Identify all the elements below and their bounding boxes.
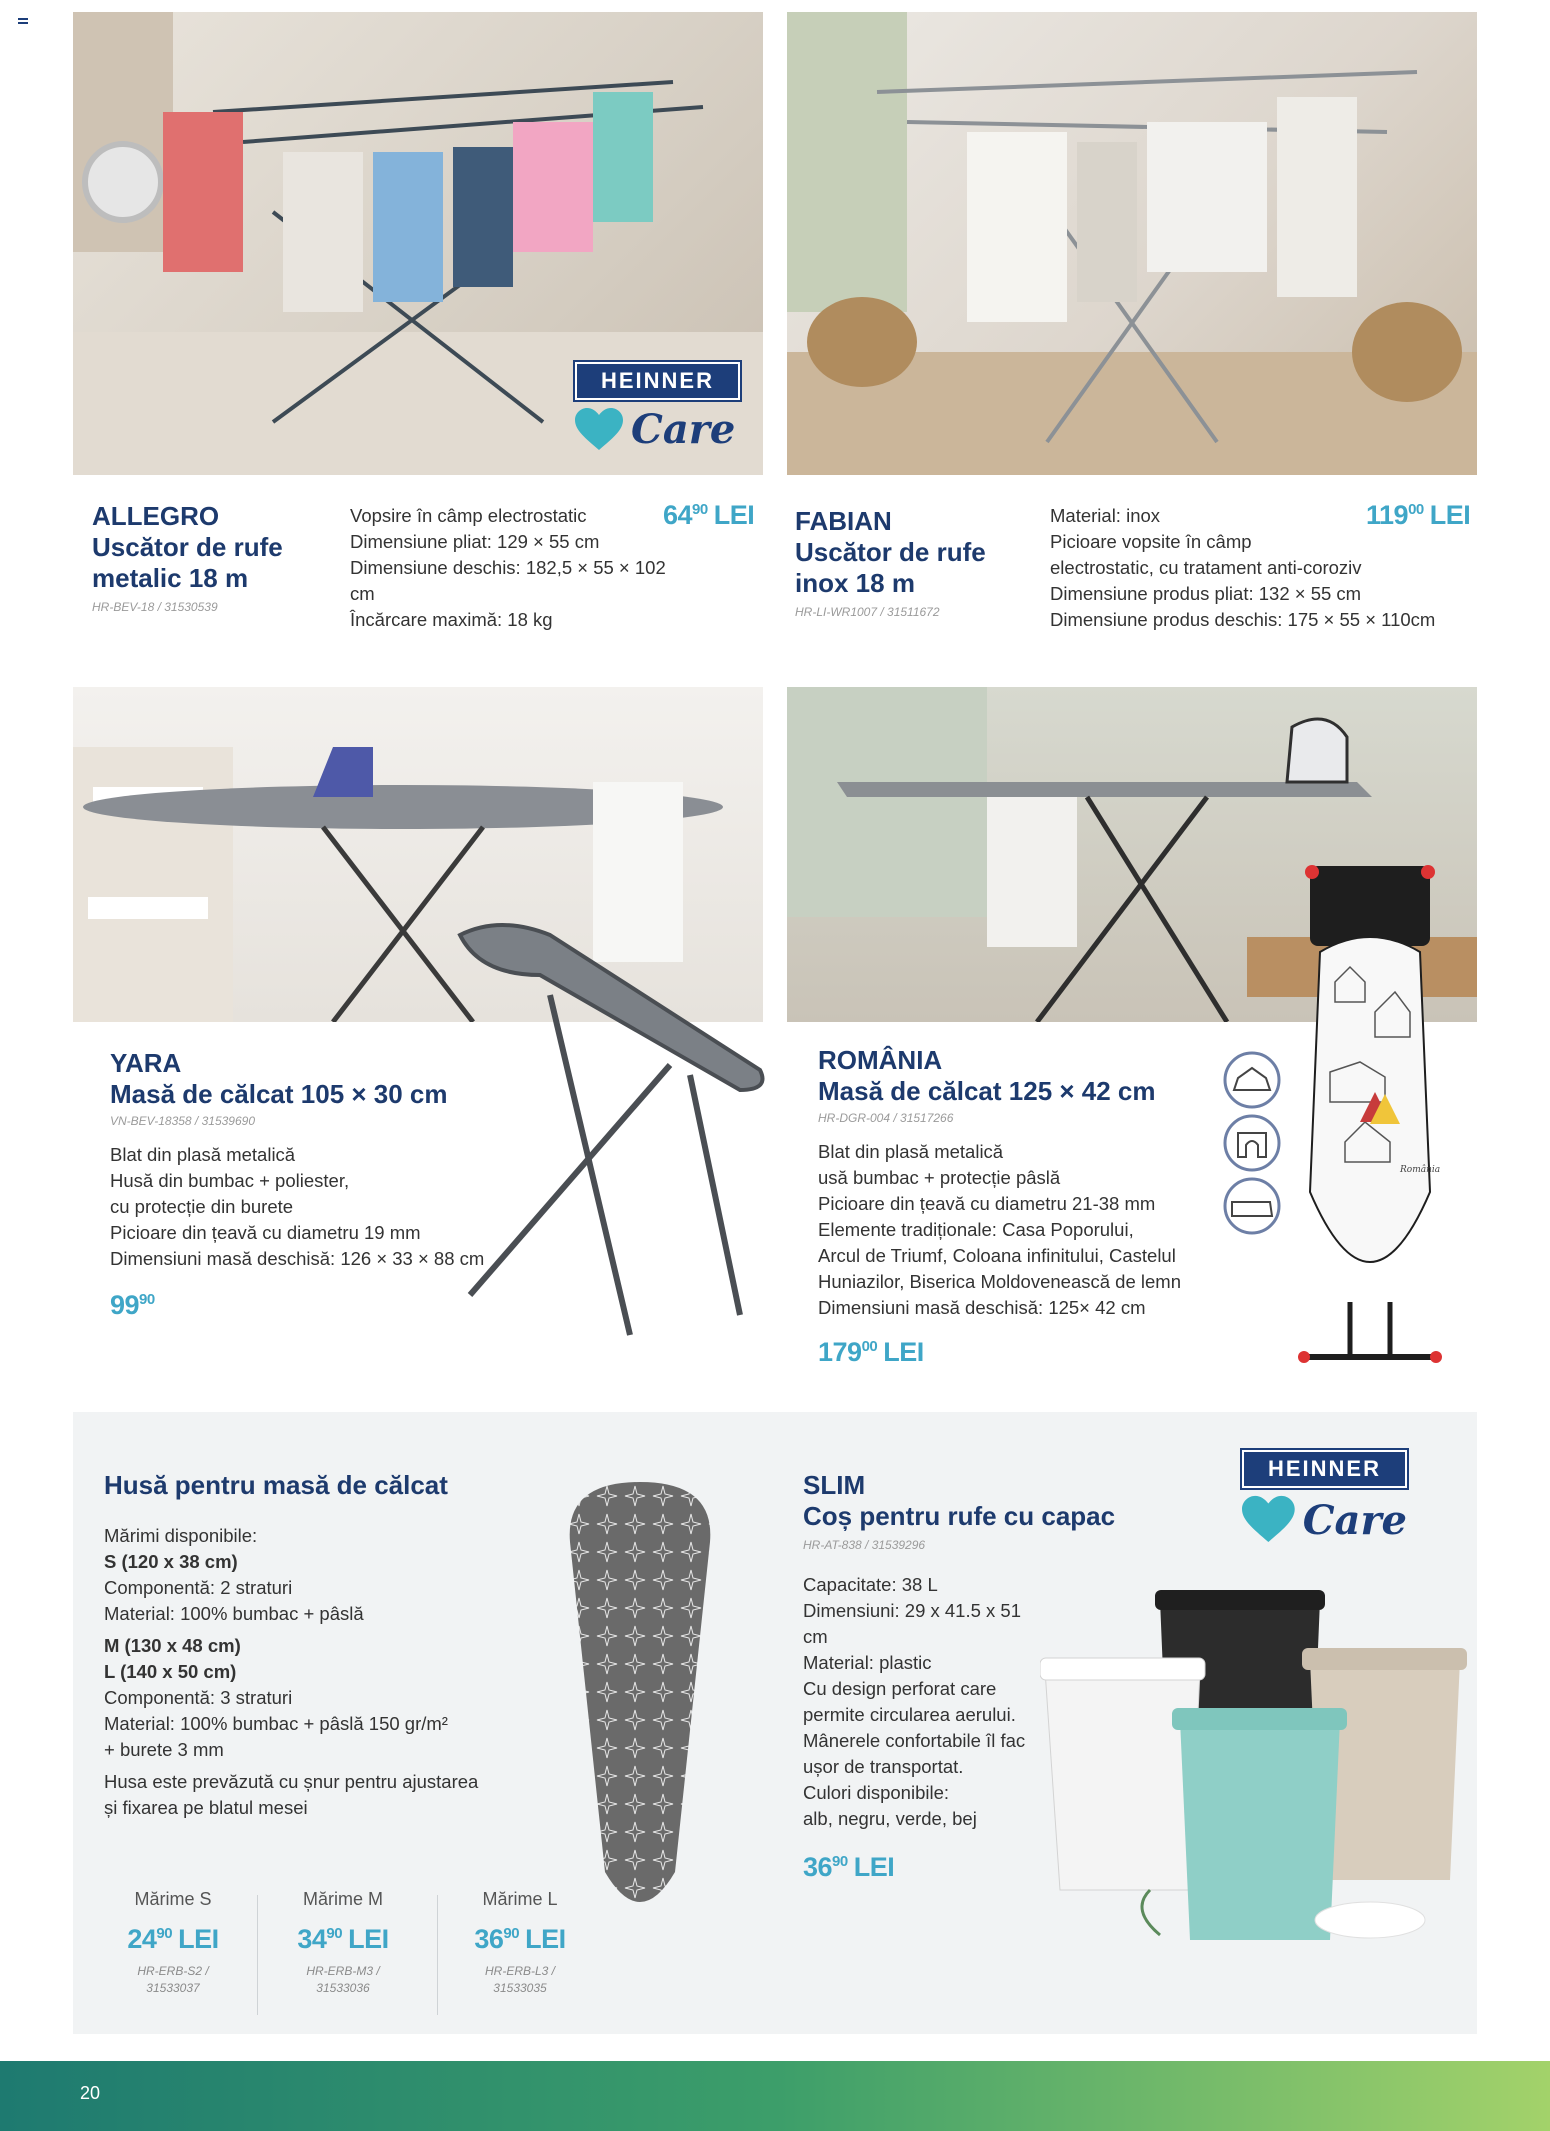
spec-line: Dimensiune pliat: 129 × 55 cm xyxy=(350,531,600,552)
allegro-specs xyxy=(350,503,680,633)
yara-specs xyxy=(110,1142,510,1272)
spec-line: cm xyxy=(803,1626,828,1647)
spec-line: Componentă: 3 straturi xyxy=(104,1687,293,1708)
footer-bar xyxy=(0,2061,1550,2131)
spec-line: Elemente tradiționale: Casa Poporului, xyxy=(818,1219,1134,1240)
price-currency: LEI xyxy=(853,1852,895,1882)
price-currency: LEI xyxy=(1429,500,1471,530)
spec-line: și fixarea pe blatul mesei xyxy=(104,1797,308,1818)
yara-price xyxy=(110,1290,510,1321)
spec-line: Arcul de Triumf, Coloana infinitului, Castelul xyxy=(818,1245,1176,1266)
spec-line: Picioare vopsite în câmp xyxy=(1050,531,1252,552)
price-integer: 64 xyxy=(663,500,693,530)
cover-info xyxy=(104,1470,544,1821)
spec-line: Material: 100% bumbac + pâslă 150 gr/m² xyxy=(104,1713,448,1734)
allegro-price xyxy=(663,500,754,531)
care-script: Care xyxy=(631,406,736,453)
size-line: L (140 x 50 cm) xyxy=(104,1661,237,1682)
spec-line: electrostatic, cu tratament anti-coroziv xyxy=(1050,557,1362,578)
spec-line: Dimensiune produs deschis: 175 × 55 × 110cm xyxy=(1050,609,1436,630)
spec-line: Vopsire în câmp electrostatic xyxy=(350,505,587,526)
romania-board-illustration xyxy=(1290,862,1450,1367)
price-decimal: 00 xyxy=(861,1338,878,1355)
spec-line: Componentă: 2 straturi xyxy=(104,1577,293,1598)
spec-line: Mânerele confortabile îl fac xyxy=(803,1730,1026,1751)
product-code: HR-BEV-18 / 31530539 xyxy=(92,600,218,614)
spec-line: permite circularea aerului. xyxy=(803,1704,1016,1725)
code-line: HR-ERB-L3 / xyxy=(484,1964,555,1978)
price-integer: 24 xyxy=(127,1924,157,1954)
size-l-block xyxy=(460,1889,580,1997)
heinner-care-logo xyxy=(575,362,740,453)
spec-line: Culori disponibile: xyxy=(803,1782,950,1803)
heart-icon xyxy=(1242,1494,1295,1546)
cover-specs xyxy=(104,1523,544,1821)
spec-line: Material: plastic xyxy=(803,1652,932,1673)
size-code xyxy=(283,1963,403,1997)
heart-icon xyxy=(575,408,623,452)
spec-line: ușor de transportat. xyxy=(803,1756,964,1777)
price-integer: 119 xyxy=(1366,500,1409,530)
spec-line: alb, negru, verde, bej xyxy=(803,1808,977,1829)
product-code: HR-LI-WR1007 / 31511672 xyxy=(795,605,940,619)
menu-icon[interactable] xyxy=(18,18,28,26)
page-number: 20 xyxy=(80,2083,101,2103)
size-m-block xyxy=(283,1889,403,1997)
romania-info xyxy=(818,1045,1238,1368)
code-line: 31533037 xyxy=(146,1981,200,1995)
spec-line: Dimensiuni: 29 x 41.5 x 51 xyxy=(803,1600,1022,1621)
spec-line: Capacitate: 38 L xyxy=(803,1574,938,1595)
price-decimal: 90 xyxy=(326,1925,343,1942)
size-line: S (120 x 38 cm) xyxy=(104,1551,238,1572)
price-decimal: 00 xyxy=(1408,501,1424,518)
spec-line: cu protecție din burete xyxy=(110,1196,294,1217)
size-line: M (130 x 48 cm) xyxy=(104,1635,241,1656)
size-label: Mărime L xyxy=(482,1889,558,1909)
size-divider xyxy=(437,1895,438,2015)
size-code xyxy=(460,1963,580,1997)
spec-line: Picioare din țeavă cu diametru 21-38 mm xyxy=(818,1193,1156,1214)
heinner-care-logo xyxy=(1242,1450,1407,1546)
spec-line: Blat din plasă metalică xyxy=(818,1141,1004,1162)
size-code xyxy=(113,1963,233,1997)
fabian-photo xyxy=(787,12,1477,475)
product-subtitle: Coș pentru rufe cu capac xyxy=(803,1501,1116,1531)
price-currency: LEI xyxy=(713,500,755,530)
product-subtitle: metalic 18 m xyxy=(92,563,249,593)
size-s-block xyxy=(113,1889,233,1997)
product-code: HR-AT-838 / 31539296 xyxy=(803,1538,926,1552)
heinner-wordmark: HEINNER xyxy=(575,362,740,400)
heinner-wordmark: HEINNER xyxy=(1242,1450,1407,1488)
spec-line: Mărimi disponibile: xyxy=(104,1525,258,1546)
size-label: Mărime M xyxy=(303,1889,383,1909)
laundry-baskets-image xyxy=(1040,1590,1480,1940)
product-code: HR-DGR-004 / 31517266 xyxy=(818,1111,954,1125)
spec-line: Dimensiuni masă deschisă: 126 × 33 × 88 cm xyxy=(110,1248,485,1269)
romania-price xyxy=(818,1337,1238,1368)
fabian-info xyxy=(795,506,1055,619)
spec-line: Picioare din țeavă cu diametru 19 mm xyxy=(110,1222,421,1243)
spec-line: Material: inox xyxy=(1050,505,1161,526)
product-subtitle: Uscător de rufe xyxy=(795,537,986,567)
product-subtitle: Uscător de rufe xyxy=(92,532,283,562)
spec-line: Huniazilor, Biserica Moldovenească de lemn xyxy=(818,1271,1181,1292)
spec-line: Blat din plasă metalică xyxy=(110,1144,296,1165)
code-line: HR-ERB-S2 / xyxy=(137,1964,209,1978)
size-m-price xyxy=(283,1924,403,1955)
product-name: ROMÂNIA xyxy=(818,1045,943,1075)
spec-line: Cu design perforat care xyxy=(803,1678,997,1699)
allegro-info xyxy=(92,501,352,614)
price-decimal: 90 xyxy=(156,1925,173,1942)
product-subtitle: Masă de călcat 125 × 42 cm xyxy=(818,1076,1156,1106)
board-script: România xyxy=(1400,1165,1441,1175)
price-currency: LEI xyxy=(178,1924,219,1954)
spec-line: Dimensiune produs pliat: 132 × 55 cm xyxy=(1050,583,1362,604)
price-decimal: 90 xyxy=(832,1853,848,1870)
price-currency: LEI xyxy=(883,1337,924,1367)
product-name: ALLEGRO xyxy=(92,501,220,531)
product-name: FABIAN xyxy=(795,506,892,536)
size-l-price xyxy=(460,1924,580,1955)
spec-line: + burete 3 mm xyxy=(104,1739,224,1760)
price-integer: 34 xyxy=(297,1924,327,1954)
product-name: SLIM xyxy=(803,1470,866,1500)
yara-info xyxy=(110,1048,510,1321)
spec-line: Dimensiune deschis: 182,5 × 55 × 102 cm xyxy=(350,557,666,604)
cover-title: Husă pentru masă de călcat xyxy=(104,1470,448,1500)
price-integer: 99 xyxy=(110,1290,140,1320)
size-s-price xyxy=(113,1924,233,1955)
spec-line: usă bumbac + protecție pâslă xyxy=(818,1167,1061,1188)
product-code: VN-BEV-18358 / 31539690 xyxy=(110,1114,255,1128)
product-subtitle: inox 18 m xyxy=(795,568,915,598)
code-line: HR-ERB-M3 / xyxy=(306,1964,380,1978)
care-script: Care xyxy=(1302,1496,1407,1544)
fabian-price xyxy=(1366,500,1470,531)
code-line: 31533036 xyxy=(316,1981,370,1995)
price-integer: 179 xyxy=(818,1337,862,1367)
price-decimal: 90 xyxy=(503,1925,520,1942)
price-decimal: 90 xyxy=(692,501,708,518)
spec-line: Dimensiuni masă deschisă: 125× 42 cm xyxy=(818,1297,1146,1318)
romania-specs xyxy=(818,1139,1238,1321)
product-subtitle: Masă de călcat 105 × 30 cm xyxy=(110,1079,448,1109)
price-integer: 36 xyxy=(474,1924,504,1954)
price-currency: LEI xyxy=(348,1924,389,1954)
ironing-cover-image xyxy=(565,1482,715,1912)
price-currency: LEI xyxy=(525,1924,566,1954)
spec-line: Material: 100% bumbac + pâslă xyxy=(104,1603,364,1624)
product-name: YARA xyxy=(110,1048,182,1078)
price-integer: 36 xyxy=(803,1852,833,1882)
spec-line: Husa este prevăzută cu șnur pentru ajustarea xyxy=(104,1771,479,1792)
price-decimal: 90 xyxy=(139,1291,155,1308)
spec-line: Încărcare maximă: 18 kg xyxy=(350,609,553,630)
size-label: Mărime S xyxy=(134,1889,212,1909)
size-divider xyxy=(257,1895,258,2015)
code-line: 31533035 xyxy=(493,1981,547,1995)
spec-line: Husă din bumbac + poliester, xyxy=(110,1170,350,1191)
